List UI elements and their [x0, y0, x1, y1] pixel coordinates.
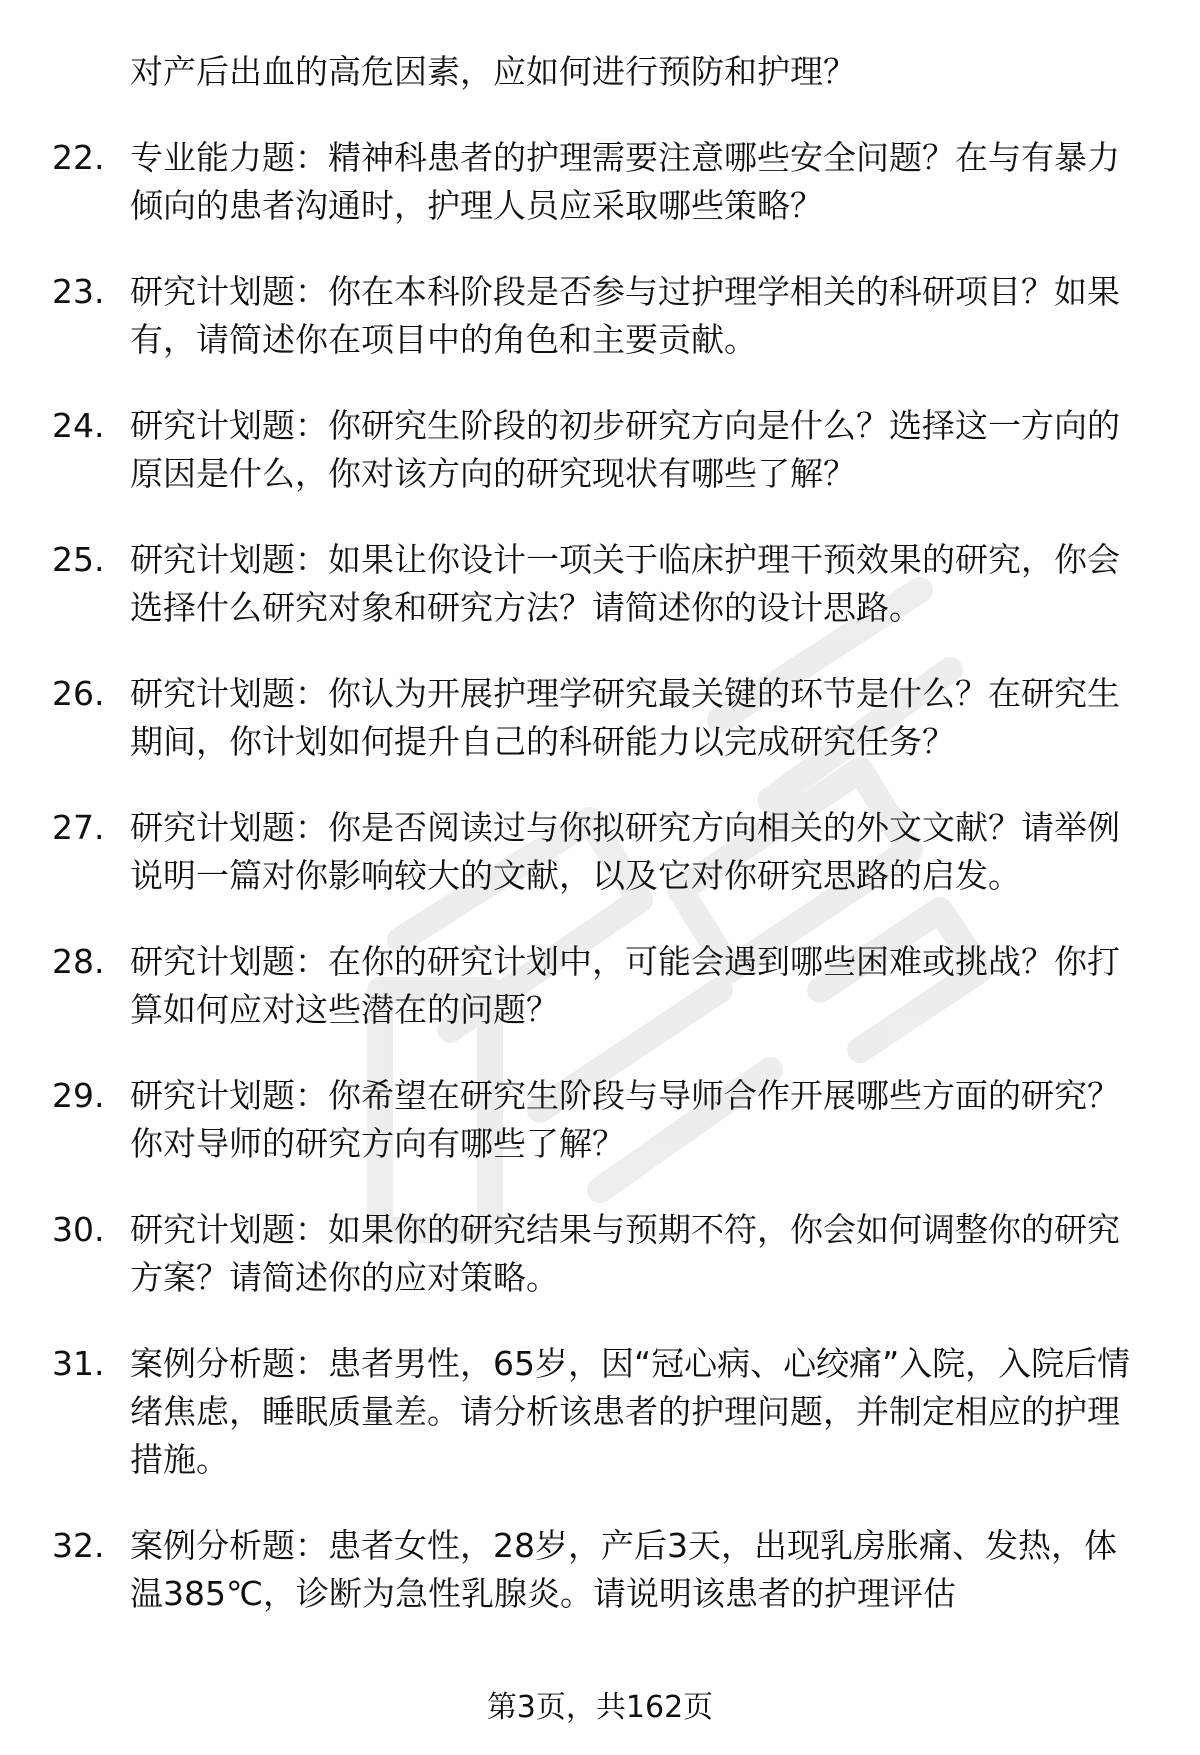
question-text: 研究计划题：你研究生阶段的初步研究方向是什么？选择这一方向的原因是什么，你对该方向的研究现状有哪些了解？ — [130, 406, 1120, 493]
question-text: 专业能力题：精神科患者的护理需要注意哪些安全问题？在与有暴力倾向的患者沟通时，护理人员应采取哪些策略？ — [130, 138, 1120, 225]
question-number: 22. — [52, 138, 105, 177]
question-number: 23. — [52, 272, 105, 311]
question-number: 32. — [52, 1526, 105, 1565]
list-item — [0, 1340, 1140, 1484]
question-text: 研究计划题：如果让你设计一项关于临床护理干预效果的研究，你会选择什么研究对象和研究方法？请简述你的设计思路。 — [130, 540, 1120, 627]
page-number: 第3页，共162页 — [486, 1690, 714, 1725]
question-text: 研究计划题：在你的研究计划中，可能会遇到哪些困难或挑战？你打算如何应对这些潜在的问题？ — [130, 942, 1120, 1029]
list-item — [0, 402, 1140, 498]
list-item — [0, 536, 1140, 632]
question-list — [0, 48, 1200, 1618]
question-number: 31. — [52, 1344, 105, 1383]
question-text: 研究计划题：你认为开展护理学研究最关键的环节是什么？在研究生期间，你计划如何提升自己的科研能力以完成研究任务？ — [130, 674, 1120, 761]
question-text: 案例分析题：患者男性，65岁，因“冠心病、心绞痛”入院，入院后情绪焦虑，睡眠质量差。请分析该患者的护理问题，并制定相应的护理措施。 — [130, 1344, 1131, 1479]
question-number: 26. — [52, 674, 105, 713]
list-item — [0, 1072, 1140, 1168]
question-number: 28. — [52, 942, 105, 981]
question-text: 研究计划题：你在本科阶段是否参与过护理学相关的科研项目？如果有，请简述你在项目中的角色和主要贡献。 — [130, 272, 1120, 359]
question-number: 24. — [52, 406, 105, 445]
continued-question-text: 对产后出血的高危因素，应如何进行预防和护理？ — [130, 52, 856, 91]
question-text: 研究计划题：如果你的研究结果与预期不符，你会如何调整你的研究方案？请简述你的应对策略。 — [130, 1210, 1120, 1297]
list-item — [0, 134, 1140, 230]
list-item — [0, 1522, 1140, 1618]
question-number: 30. — [52, 1210, 105, 1249]
list-item — [0, 268, 1140, 364]
list-item — [0, 1206, 1140, 1302]
list-item — [0, 670, 1140, 766]
list-item — [0, 804, 1140, 900]
question-number: 29. — [52, 1076, 105, 1115]
list-item — [0, 938, 1140, 1034]
question-number: 27. — [52, 808, 105, 847]
question-text: 研究计划题：你希望在研究生阶段与导师合作开展哪些方面的研究？你对导师的研究方向有哪些了解？ — [130, 1076, 1120, 1163]
question-text: 研究计划题：你是否阅读过与你拟研究方向相关的外文文献？请举例说明一篇对你影响较大的文献，以及它对你研究思路的启发。 — [130, 808, 1120, 895]
question-text: 案例分析题：患者女性，28岁，产后3天，出现乳房胀痛、发热，体温385℃，诊断为急性乳腺炎。请说明该患者的护理评估 — [130, 1526, 1117, 1613]
question-number: 25. — [52, 540, 105, 579]
